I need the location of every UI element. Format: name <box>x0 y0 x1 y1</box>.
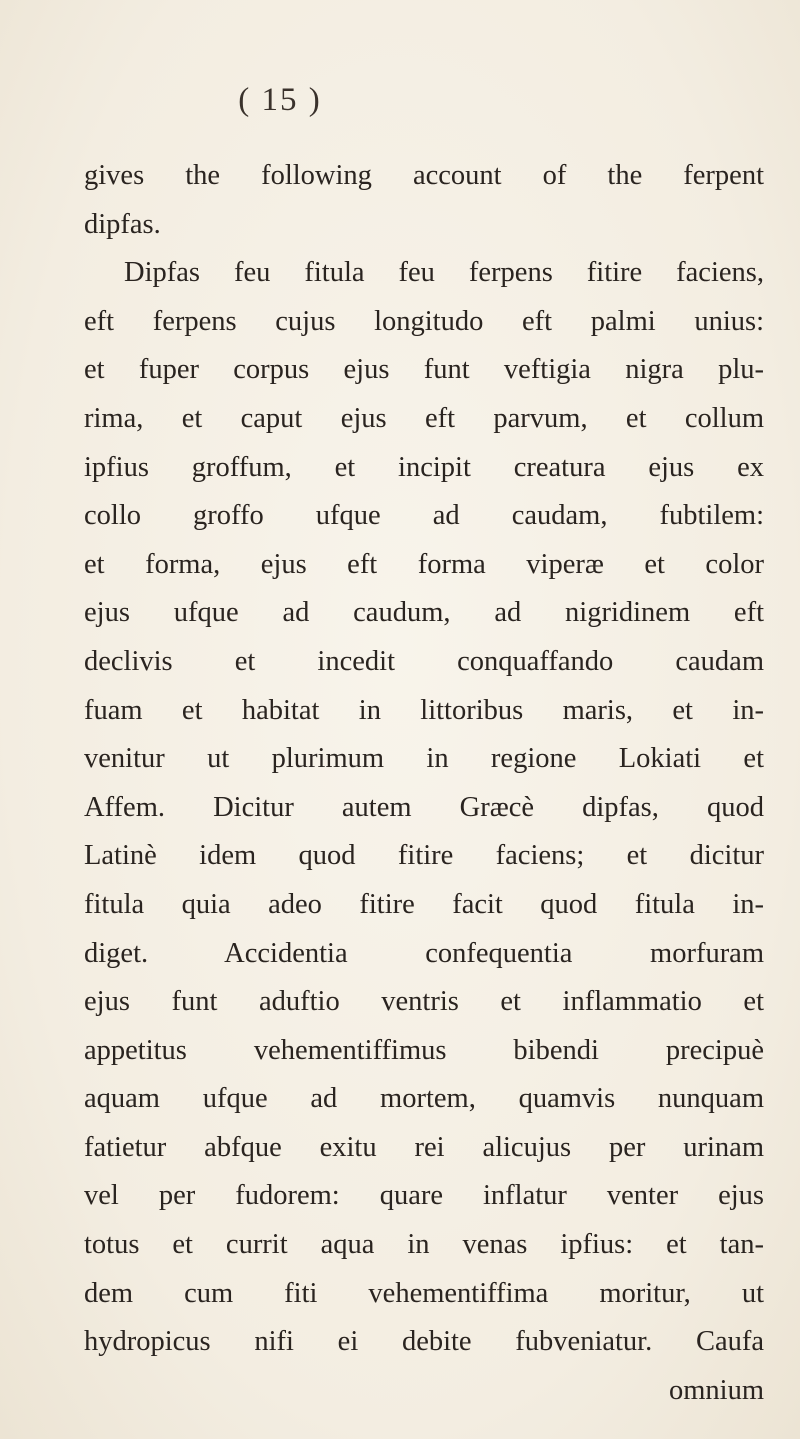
text-line: dem cum fiti vehementiffima moritur, ut <box>84 1277 764 1309</box>
text-line: Affem. Dicitur autem Græcè dipfas, quod <box>84 791 764 823</box>
text-line: fitula quia adeo fitire facit quod fitula in- <box>84 888 764 920</box>
body-text <box>84 152 764 1415</box>
text-line: diget. Accidentia confequentia morfuram <box>84 937 764 969</box>
text-line: ejus ufque ad caudum, ad nigridinem eft <box>84 597 764 629</box>
text-line: rima, et caput ejus eft parvum, et collum <box>84 402 764 434</box>
text-line: ipfius groffum, et incipit creatura ejus ex <box>84 451 764 483</box>
text-line: dipfas. <box>84 208 161 240</box>
text-line: et forma, ejus eft forma viperæ et color <box>84 548 764 580</box>
text-line: hydropicus nifi ei debite fubveniatur. Caufa <box>84 1326 764 1358</box>
text-line: Dipfas feu fitula feu ferpens fitire faciens, <box>124 257 764 289</box>
text-line: collo groffo ufque ad caudam, fubtilem: <box>84 500 764 532</box>
text-line: vel per fudorem: quare inflatur venter ejus <box>84 1180 764 1212</box>
text-line: eft ferpens cujus longitudo eft palmi unius: <box>84 305 764 337</box>
text-line: et fuper corpus ejus funt veftigia nigra plu- <box>84 354 764 386</box>
text-line: fuam et habitat in littoribus maris, et in- <box>84 694 764 726</box>
text-line: Latinè idem quod fitire faciens; et dicitur <box>84 840 764 872</box>
catchword: omnium <box>668 1374 764 1406</box>
text-line: ejus funt aduftio ventris et inflammatio et <box>84 986 764 1018</box>
text-line: gives the following account of the ferpent <box>84 160 764 191</box>
text-line: aquam ufque ad mortem, quamvis nunquam <box>84 1083 764 1115</box>
text-line: venitur ut plurimum in regione Lokiati et <box>84 743 764 775</box>
text-line: declivis et incedit conquaffando caudam <box>84 645 764 677</box>
page-number: ( 15 ) <box>238 82 322 118</box>
text-line: totus et currit aqua in venas ipfius: et tan- <box>84 1229 764 1261</box>
text-line: fatietur abfque exitu rei alicujus per urinam <box>84 1131 764 1163</box>
text-line: appetitus vehementiffimus bibendi precipuè <box>84 1034 764 1066</box>
